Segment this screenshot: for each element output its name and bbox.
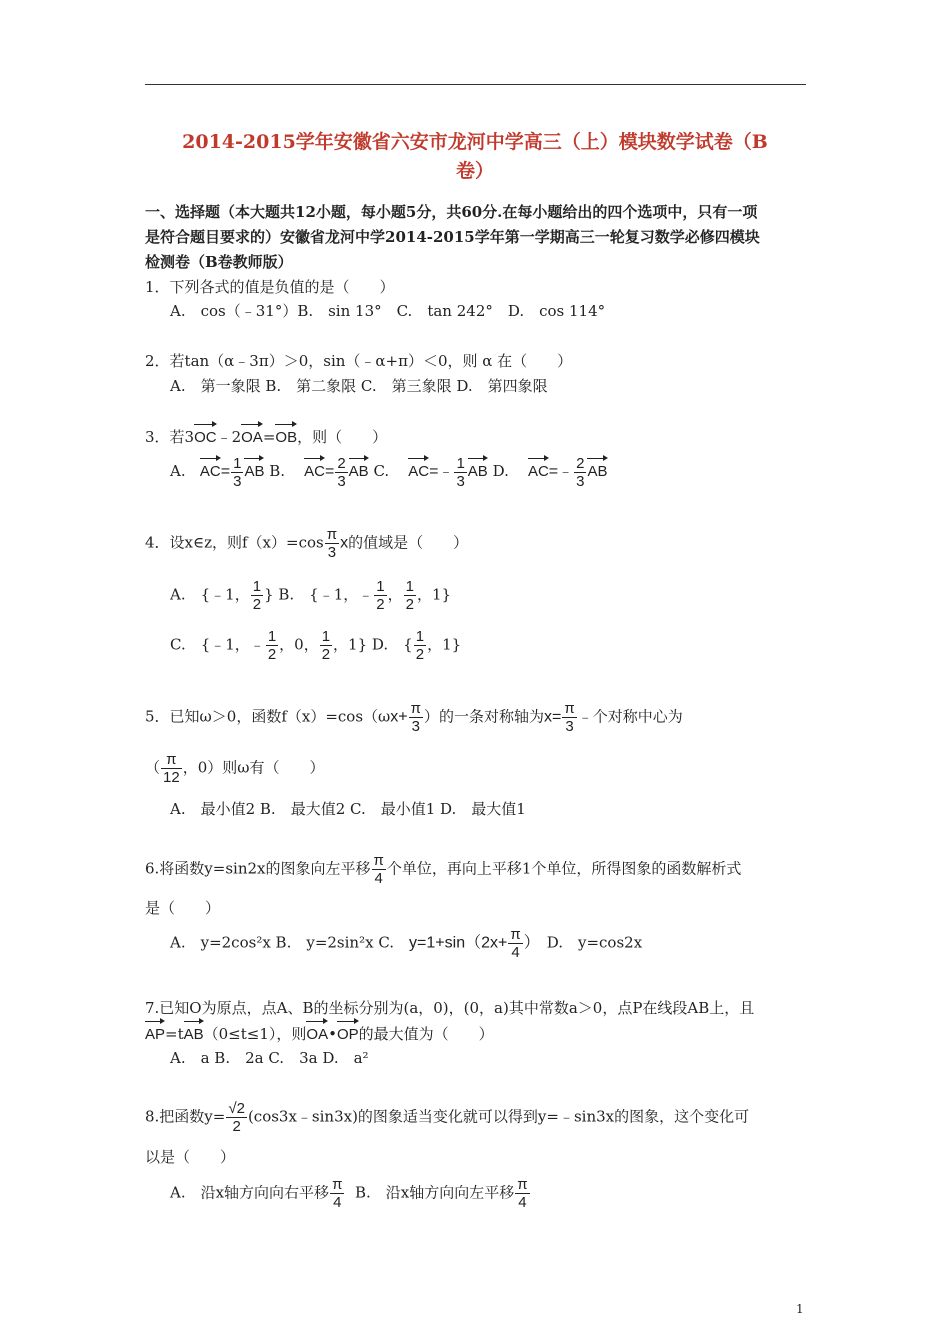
q6-text: A. y=2cos²x B. y=2sin²x C. [170, 933, 410, 952]
q5-text: （ [145, 758, 161, 777]
question-2-stem: 2．若tan（α﹣3π）＞0，sin（﹣α+π）＜0，则 α 在（ ） [145, 352, 573, 370]
question-4-options-cd [170, 628, 810, 663]
equals: = [220, 463, 231, 480]
fraction-1-2: $\frac{1}{2}$ [252, 578, 262, 613]
question-7-options: A. a B. 2a C. 3a D. a² [170, 1049, 369, 1067]
section-heading-line2: 是符合题目要求的）安徽省龙河中学2014-2015学年第一学期高三一轮复习数学必修四模块 [145, 228, 760, 246]
question-3-stem [145, 420, 815, 449]
vector-oc: OC [194, 420, 217, 449]
section-heading-line1: 一、选择题（本大题共12小题，每小题5分，共60分.在每小题给出的四个选项中，只有一项 [145, 203, 758, 221]
fraction-pi-4: $\frac{\pi}{4}$ [373, 852, 384, 887]
q8-text: 8.把函数y= [145, 1107, 226, 1126]
fraction-sqrt2-2: $\frac{√2}{2}$ [228, 1100, 245, 1135]
vector-ac: AC [408, 454, 429, 483]
q4-text: ，1} D. { [333, 635, 413, 654]
q5-text: ﹣个对称中心为 [577, 707, 683, 726]
fraction-2-3: $\frac{2}{3}$ [337, 454, 346, 490]
formula-c: y=1+sin（2x+ [409, 934, 508, 952]
variable-x: x [340, 534, 349, 552]
vector-ap: AP [145, 1017, 165, 1046]
fraction-1-2: $\frac{1}{2}$ [267, 628, 277, 663]
fraction-pi-3: $\frac{\pi}{3}$ [564, 700, 575, 735]
option-c-label: C. [373, 462, 390, 480]
question-8-stem-line2: 以是（ ） [145, 1148, 236, 1166]
axis-equation: x= [543, 708, 562, 726]
q3-text: 3．若3 [145, 428, 195, 446]
q4-text: ，1} [427, 635, 462, 654]
exam-title-line1: 2014-2015学年安徽省六安市龙河中学高三（上）模块数学试卷（B [182, 131, 768, 153]
fraction-1-3: $\frac{1}{3}$ [456, 454, 465, 490]
vector-oa: OA [241, 420, 263, 449]
fraction-1-2: $\frac{1}{2}$ [405, 578, 414, 613]
q6-text: 6.将函数y=sin2x的图象向左平移 [145, 859, 371, 878]
exam-title-line2: 卷） [455, 160, 494, 182]
q4-text: } B. {﹣1，﹣ [264, 585, 374, 604]
variable-x: x+ [390, 708, 408, 726]
question-7-stem-line2 [145, 1017, 815, 1046]
q7-text: （0≤t≤1），则 [203, 1025, 307, 1043]
question-6-stem [145, 852, 815, 887]
question-4-stem [145, 526, 815, 561]
fraction-1-2: $\frac{1}{2}$ [376, 578, 385, 613]
equals: = [548, 463, 559, 480]
vector-ob: OB [275, 420, 297, 449]
question-5-options: A. 最小值2 B. 最大值2 C. 最小值1 D. 最大值1 [170, 800, 526, 818]
q8-text: A. 沿x轴方向向右平移 [170, 1183, 330, 1202]
q3-text: ﹣2 [216, 428, 242, 446]
question-2-options: A. 第一象限 B. 第二象限 C. 第三象限 D. 第四象限 [170, 377, 548, 395]
q8-text: B. 沿x轴方向向左平移 [354, 1183, 515, 1202]
question-1-options: A. cos（﹣31°）B. sin 13° C. tan 242° D. cos 114° [170, 302, 606, 320]
q6-text: D. y=cos2x [531, 933, 643, 952]
question-6-stem-line2: 是（ ） [145, 899, 221, 917]
minus: ﹣ [438, 462, 454, 480]
equals: = [429, 463, 439, 480]
q5-text: ）的一条对称轴为 [423, 707, 544, 726]
q5-text: 5．已知ω＞0，函数f（x）=cos（ω [145, 707, 391, 726]
fraction-pi-3: $\frac{\pi}{3}$ [410, 700, 421, 735]
fraction-1-2: $\frac{1}{2}$ [321, 628, 331, 663]
minus: ﹣ [558, 462, 574, 480]
formula-c-close: ） [523, 934, 532, 952]
q4-text: 4．设x∈z，则f（x）=cos [145, 533, 324, 552]
question-5-stem [145, 700, 815, 735]
fraction-pi-3: $\frac{\pi}{3}$ [326, 526, 338, 561]
fraction-2-3: $\frac{2}{3}$ [576, 454, 585, 490]
equals: = [324, 463, 335, 480]
fraction-pi-4: $\frac{\pi}{4}$ [517, 1176, 528, 1211]
q4-text: A. {﹣1， [170, 585, 250, 604]
question-1-stem: 1．下列各式的值是负值的是（ ） [145, 278, 395, 296]
vector-ac: AC [200, 454, 221, 483]
vector-ab: AB [468, 454, 488, 483]
vector-oa: OA [306, 1017, 328, 1046]
question-8-options [170, 1176, 810, 1211]
question-3-options [170, 454, 810, 490]
q3-text: = [262, 428, 276, 446]
q3-text: ，则（ ） [297, 428, 388, 446]
q5-text: ，0）则ω有（ ） [182, 758, 325, 777]
option-d-label: D. [492, 462, 509, 480]
fraction-pi-12: $\frac{\pi}{12}$ [163, 751, 180, 786]
q4-text: ， [387, 585, 403, 604]
q8-text: (cos3x﹣sin3x)的图象适当变化就可以得到y=﹣sin3x的图象，这个变化可 [247, 1107, 750, 1126]
question-5-stem-line2 [145, 751, 815, 786]
page-number: 1 [796, 1302, 804, 1316]
fraction-1-3: $\frac{1}{3}$ [233, 454, 242, 490]
vector-ab: AB [349, 454, 369, 483]
vector-ac: AC [304, 454, 325, 483]
q4-text: C. {﹣1，﹣ [170, 635, 265, 654]
question-8-stem [145, 1100, 815, 1135]
vector-op: OP [337, 1017, 359, 1046]
question-7-stem: 7.已知O为原点，点A、B的坐标分别为(a，0)，(0，a)其中常数a＞0，点P在线段AB上，且 [145, 999, 755, 1017]
q7-text: =t [165, 1025, 184, 1043]
fraction-pi-4: $\frac{\pi}{4}$ [510, 926, 521, 961]
vector-ab: AB [587, 454, 607, 483]
option-b-label: B. [269, 462, 286, 480]
q6-text: 个单位，再向上平移1个单位，所得图象的函数解析式 [386, 859, 742, 878]
question-4-options-ab [170, 578, 810, 613]
dot-product: • [328, 1025, 337, 1043]
q7-text: 的最大值为（ ） [358, 1025, 494, 1043]
question-6-options [170, 926, 810, 961]
vector-ab: AB [244, 454, 264, 483]
vector-ac: AC [528, 454, 549, 483]
vector-ab: AB [184, 1017, 204, 1046]
fraction-1-2: $\frac{1}{2}$ [415, 628, 425, 663]
header-rule [145, 84, 806, 85]
fraction-pi-4: $\frac{\pi}{4}$ [332, 1176, 343, 1211]
q4-text: ，0， [279, 635, 319, 654]
section-heading-line3: 检测卷（B卷教师版） [145, 253, 293, 271]
q4-text: ，1} [416, 585, 452, 604]
q4-text: 的值域是（ ） [348, 533, 469, 552]
option-a-label: A. [170, 462, 186, 480]
